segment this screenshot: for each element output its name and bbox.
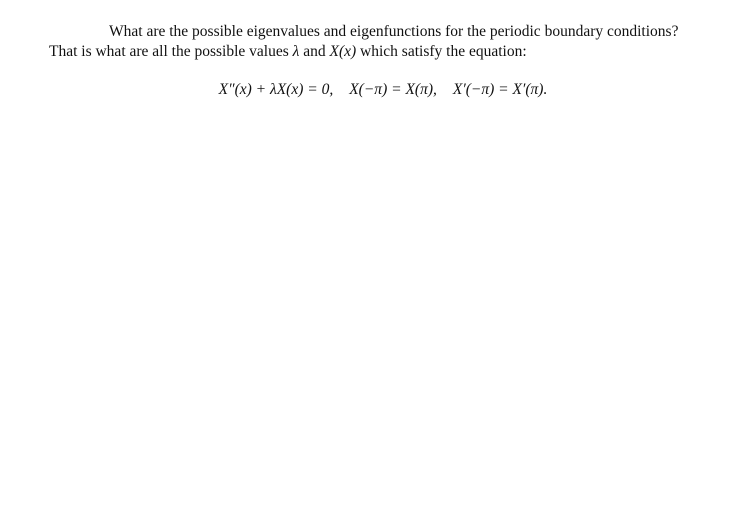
question-line-1: [49, 22, 729, 42]
question-text-2c: which satisfy the equation:: [360, 43, 527, 60]
question-paragraph: [49, 22, 729, 62]
equation-ode: X″(x) + λX(x) = 0,: [218, 81, 334, 98]
equation-boundary-condition-1: X(−π) = X(π),: [349, 81, 437, 98]
display-equation: [0, 81, 756, 99]
question-text-2a: That is what are all the possible values: [49, 43, 289, 60]
question-text-1: What are the possible eigenvalues and eigenfunctions for the periodic boundary conditions?: [109, 23, 679, 40]
question-line-2: [49, 42, 729, 62]
function-X-symbol: X(x): [329, 43, 357, 60]
lambda-symbol: λ: [292, 43, 300, 60]
equation-boundary-condition-2: X′(−π) = X′(π).: [452, 81, 548, 98]
question-text-2b: and: [303, 43, 326, 60]
